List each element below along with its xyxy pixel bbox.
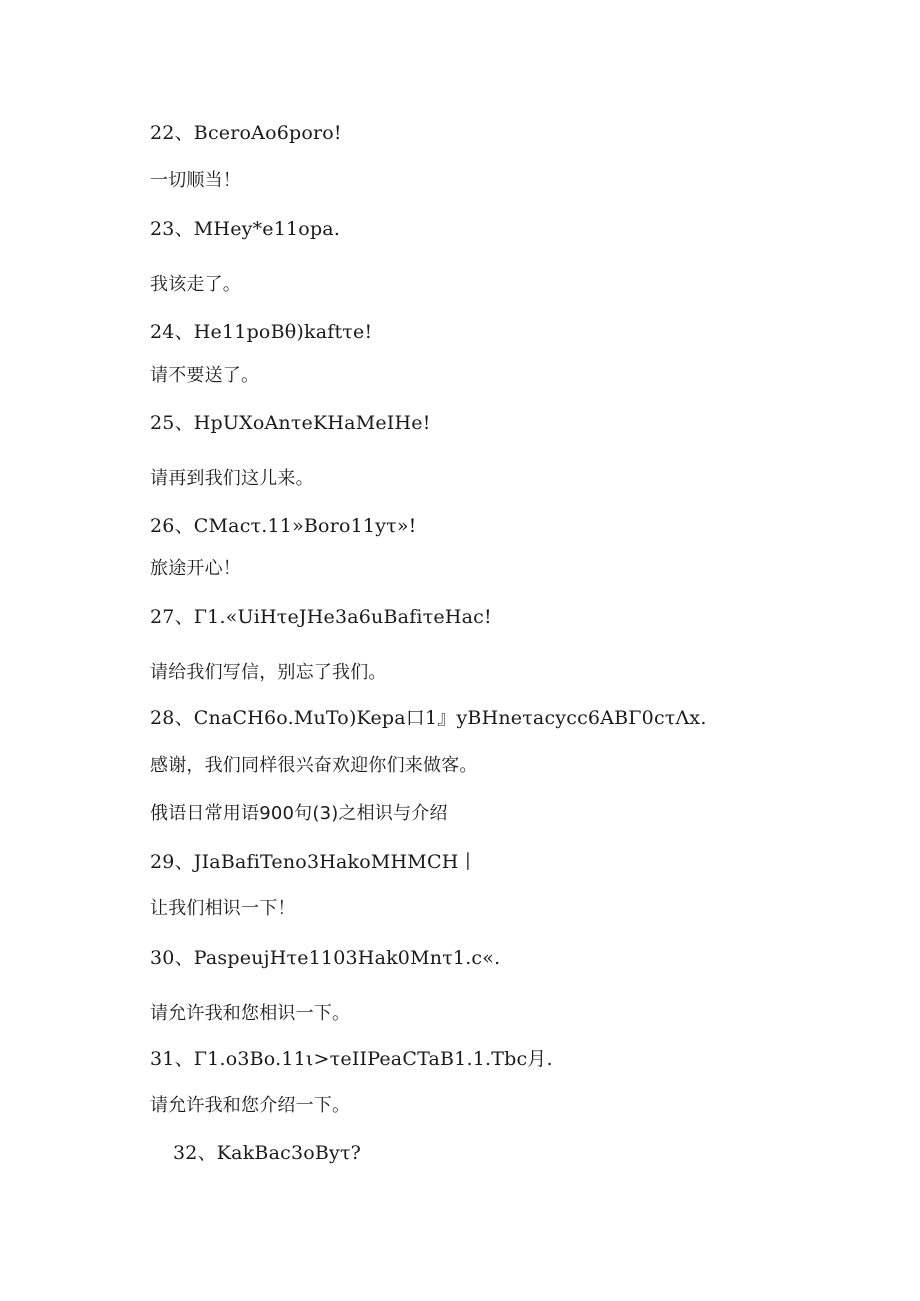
phrase-russian-25: 25、HpUXoAnτeKHaMeIHe! bbox=[150, 412, 431, 434]
phrase-russian-24: 24、He11poBθ)kaftτe! bbox=[150, 321, 373, 343]
phrase-russian-27: 27、Γ1.«UiHτeJHe3a6uBafiτeHac! bbox=[150, 606, 492, 628]
section-heading: 俄语日常用语900句(3)之相识与介绍 bbox=[150, 803, 448, 824]
phrase-chinese-30: 请允许我和您相识一下。 bbox=[150, 1003, 351, 1024]
phrase-chinese-23: 我该走了。 bbox=[150, 274, 241, 295]
phrase-russian-29: 29、JIaBafiTeno3HakoMHMCH丨 bbox=[150, 851, 478, 873]
phrase-chinese-31: 请允许我和您介绍一下。 bbox=[150, 1095, 351, 1116]
phrase-chinese-28: 感谢，我们同样很兴奋欢迎你们来做客。 bbox=[150, 755, 478, 776]
phrase-chinese-24: 请不要送了。 bbox=[150, 365, 260, 386]
phrase-chinese-27: 请给我们写信，别忘了我们。 bbox=[150, 662, 387, 683]
phrase-chinese-26: 旅途开心！ bbox=[150, 558, 241, 579]
phrase-russian-31: 31、Γ1.o3Bo.11ι>τeIIPeaCTaB1.1.Tbc月. bbox=[150, 1048, 553, 1070]
phrase-chinese-25: 请再到我们这儿来。 bbox=[150, 468, 314, 489]
phrase-chinese-29: 让我们相识一下！ bbox=[150, 898, 296, 919]
phrase-russian-26: 26、CMacτ.11»Boro11yτ»! bbox=[150, 515, 417, 537]
phrase-russian-30: 30、PaspeujHτe1103Hak0Mnτ1.c«. bbox=[150, 947, 501, 969]
phrase-russian-28: 28、CnaCH6o.MuTo)Kepa口1』yBHneτacycc6ΑΒΓ0cτΛx. bbox=[150, 707, 707, 729]
phrase-russian-22: 22、BceroAo6poro! bbox=[150, 122, 342, 144]
phrase-russian-32: 32、KakBac3oByτ? bbox=[173, 1142, 362, 1164]
phrase-russian-23: 23、MHey*e11opa. bbox=[150, 218, 341, 240]
phrase-chinese-22: 一切顺当！ bbox=[150, 170, 241, 191]
